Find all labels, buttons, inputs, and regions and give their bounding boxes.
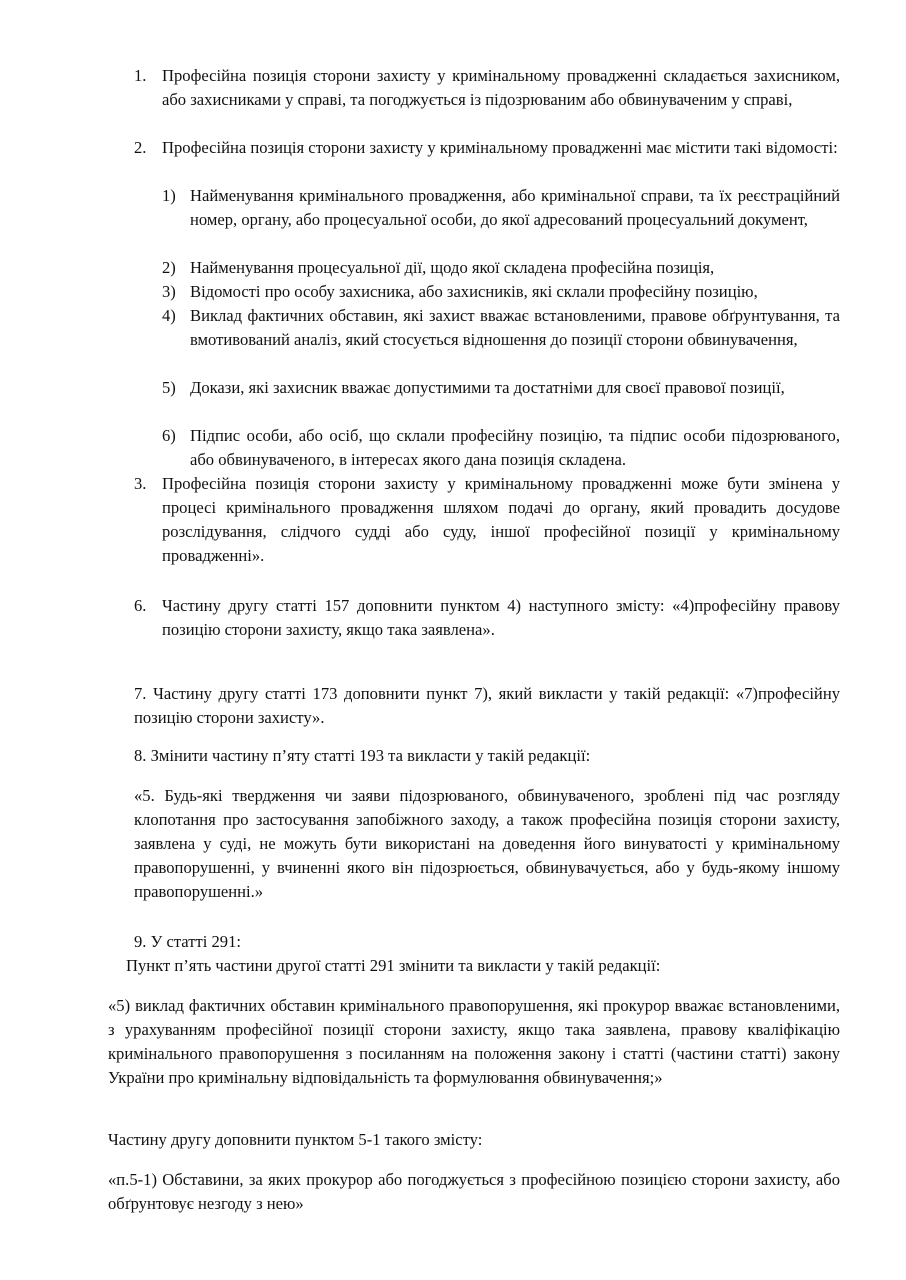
quote-article-193: «5. Будь-які твердження чи заяви підозрюваного, обвинуваченого, зроблені під час розгляду клопотання про застосування запобіжного заходу, а також професійна позиція сторони захисту, заявлена у суді, не можуть бути використані на доведення його винуватості у кримінальному правопорушенні, у вчиненні якого він підозрюється, обвинувачується, або у будь-якому іншому правопорушенні.»: [134, 786, 840, 901]
list-number: 3.: [134, 474, 147, 493]
paragraph-9-subtitle: Пункт п’ять частини другої статті 291 змінити та викласти у такій редакції:: [126, 956, 661, 975]
list-item-text: Професійна позиція сторони захисту у кримінальному провадженні складається захисником, або захисниками у справі, та погоджується із підозрюваним або обвинуваченим у справі,: [162, 66, 840, 109]
sublist-number: 2): [162, 258, 176, 277]
sublist-item-text: Виклад фактичних обставин, які захист вважає встановленими, правове обґрунтування, та вмотивований аналіз, який стосується відношення до позиції сторони обвинувачення,: [190, 306, 840, 349]
quote-article-291: «5) виклад фактичних обставин кримінального правопорушення, які прокурор вважає встановленими, з урахуванням професійної позиції сторони захисту, якщо така заявлена, правову кваліфікацію кримінального правопорушення з посиланням на положення закону і статті (частини статті) закону України про кримінальну відповідальність та формулювання обвинувачення;»: [108, 996, 840, 1087]
quote-point-5-1: «п.5-1) Обставини, за яких прокурор або погоджується з професійною позицією сторони захисту, або обґрунтовує незгоду з нею»: [108, 1170, 840, 1213]
sublist-number: 4): [162, 306, 176, 325]
sublist-number: 1): [162, 186, 176, 205]
paragraph-7: 7. Частину другу статті 173 доповнити пункт 7), який викласти у такій редакції: «7)професійну позицію сторони захисту».: [134, 684, 840, 727]
sublist-number: 6): [162, 426, 176, 445]
sublist-item-text: Найменування процесуальної дії, щодо якої складена професійна позиція,: [190, 258, 715, 277]
list-item-text: Професійна позиція сторони захисту у кримінальному провадженні може бути змінена у процесі кримінального провадження шляхом подачі до органу, який провадить досудове розслідування, слідчого судді або суду, іншої професійної позиції у кримінальному провадженні».: [162, 474, 840, 565]
sublist-item-text: Відомості про особу захисника, або захисників, які склали професійну позицію,: [190, 282, 758, 301]
list-item-text: Професійна позиція сторони захисту у кримінальному провадженні має містити такі відомості:: [162, 138, 838, 157]
list-number: 2.: [134, 138, 147, 157]
sublist-item-text: Підпис особи, або осіб, що склали професійну позицію, та підпис особи підозрюваного, або обвинуваченого, в інтересах якого дана позиція складена.: [190, 426, 840, 469]
list-number: 6.: [134, 596, 147, 615]
paragraph-8: 8. Змінити частину п’яту статті 193 та викласти у такій редакції:: [134, 746, 591, 765]
list-item-text: Частину другу статті 157 доповнити пунктом 4) наступного змісту: «4)професійну правову позицію сторони захисту, якщо така заявлена».: [162, 596, 840, 639]
sublist-number: 3): [162, 282, 176, 301]
sublist-item-text: Найменування кримінального провадження, або кримінальної справи, та їх реєстраційний номер, органу, або процесуальної особи, до якої адресований процесуальний документ,: [190, 186, 840, 229]
paragraph-9: 9. У статті 291:: [134, 932, 242, 951]
list-number: 1.: [134, 66, 147, 85]
sublist-number: 5): [162, 378, 176, 397]
paragraph-addition: Частину другу доповнити пунктом 5-1 такого змісту:: [108, 1130, 483, 1149]
sublist-item-text: Докази, які захисник вважає допустимими та достатніми для своєї правової позиції,: [190, 378, 785, 397]
